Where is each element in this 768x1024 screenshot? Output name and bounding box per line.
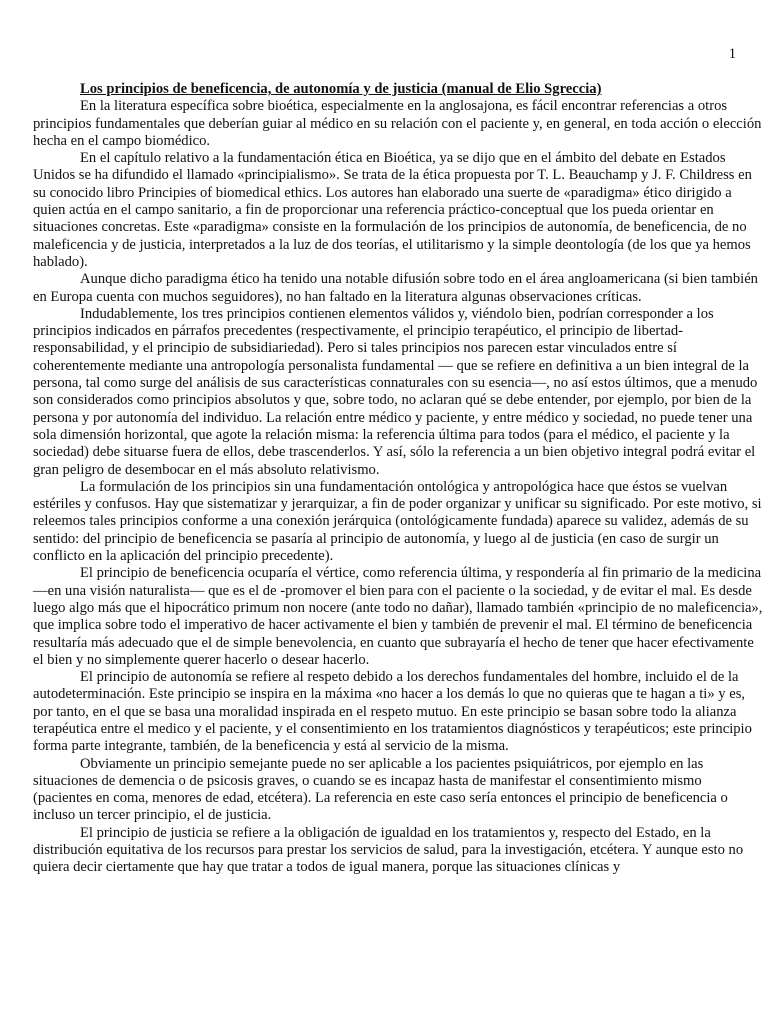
paragraph-literature: En la literatura específica sobre bioética, especialmente en la anglosajona, es fácil encontrar referencias a otros principios fundamentales que deberían guiar al médico en su relación con el paciente y, en general, en toda acción o elección hecha en el campo biomédico. [33,98,762,149]
paragraph-autonomy: El principio de autonomía se refiere al respeto debido a los derechos fundamentales del hombre, incluido el de la autodeterminación. Este principio se inspira en la máxima «no hacer a los demás lo que no quieras que te hagan a ti» y es, por tanto, en el que se basa una moralidad inspirada en el respeto mutuo. En este principio se basan sobre todo la alianza terapéutica entre el medico y el paciente, y el consentimiento en los tratamientos diagnósticos y terapéuticos; este principio forma parte integrante, también, de la beneficencia y está al servicio de la misma. [33,669,752,755]
paragraph-diffusion: Aunque dicho paradigma ético ha tenido una notable difusión sobre todo en el área angloamericana (si bien también en Europa cuenta con muchos seguidores), no han faltado en la literatura algunas observaciones críticas. [33,271,758,305]
paragraph-principialism: En el capítulo relativo a la fundamentación ética en Bioética, ya se dijo que en el ámbito del debate en Estados Unidos se ha difundido el llamado «principialismo». Se trata de la ética propuesta por T. L. Beauchamp y J. F. Childress en su conocido libro Principies of biomedical ethics. Los autores han elaborado una suerte de «paradigma» ético dirigido a quien actúa en el campo sanitario, a fin de proporcionar una referencia práctico-conceptual que los pueda orientar en situaciones concretas. Este «paradigma» consiste en la formulación de los principios de autonomía, de beneficencia, de no maleficencia y de justicia, interpretados a la luz de dos teorías, el utilitarismo y la simple deontología (de los que ya hemos hablado). [33,150,752,270]
paragraph-psychiatric: Obviamente un principio semejante puede no ser aplicable a los pacientes psiquiátricos, por ejemplo en las situaciones de demencia o de psicosis graves, o cuando se es incapaz hasta de manifestar el consentimiento mismo (pacientes en coma, menores de edad, etcétera). La referencia en este caso sería entonces el principio de beneficencia o incluso un tercer principio, el de justicia. [33,755,728,824]
paragraph-beneficence: El principio de beneficencia ocuparía el vértice, como referencia última, y respondería al fin primario de la medicina —en una visión naturalista— que es el de -promover el bien para con el paciente o la sociedad, y de evitar el mal. Es desde luego algo más que el hipocrático primum non nocere (ante todo no dañar), llamado también «principio de no maleficencia», que implica sobre todo el imperativo de hacer activamente el bien y también de prevenir el mal. El término de beneficencia resultaría más adecuado que el de simple benevolencia, en cuanto que subrayaría el hecho de tener que hacer efectivamente el bien y no simplemente querer hacerlo o desear hacerlo. [33,565,763,668]
page-number: 1 [728,46,736,62]
document-body [33,81,763,877]
section-title: Los principios de beneficencia, de autonomía y de justicia (manual de Elio Sgreccia) [80,81,602,97]
paragraph-justice: El principio de justicia se refiere a la obligación de igualdad en los tratamientos y, respecto del Estado, en la distribución equitativa de los recursos para prestar los servicios de salud, para la investigación, etcétera. Y aunque esto no quiera decir ciertamente que hay que tratar a todos de igual manera, porque las situaciones clínicas y [33,824,744,876]
paragraph-foundation: La formulación de los principios sin una fundamentación ontológica y antropológica hace que éstos se vuelvan estériles y confusos. Hay que sistematizar y jerarquizar, a fin de poder organizar y unificar su significado. Por este motivo, si releemos tales principios conforme a una conexión jerárquica (ontológicamente fundada) aparece su validez, además de su sentido: del principio de beneficencia se pasaría al principio de autonomía, y luego al de justicia (en caso de surgir un conflicto en la aplicación del principio precedente). [33,478,762,565]
paragraph-critique: Indudablemente, los tres principios contienen elementos válidos y, viéndolo bien, podrían corresponder a los principios indicados en párrafos precedentes (respectivamente, el principio terapéutico, el principio de libertad-responsabilidad, y el principio de subsidiariedad). Pero si tales principios nos parecen estar vinculados entre sí coherentemente mediante una antropología personalista fundamental — que se refiere en definitiva a un bien integral de la persona, tal como surge del análisis de sus características connaturales con su esencia—, no así estos últimos, que a menudo son considerados como principios absolutos y que, sobre todo, no aclaran qué se debe entender, por ejemplo, por bien de la persona y por autonomía del individuo. La relación entre médico y paciente, y entre médico y sociedad, no puede tener una sola dimensión horizontal, que agote la relación misma: la referencia última para todos (para el médico, el paciente y la sociedad) debe situarse fuera de ellos, debe trascenderlos. Y así, sólo la referencia a un bien objetivo integral podrá evitar el gran peligro de desembocar en el más absoluto relativismo. [33,305,758,478]
